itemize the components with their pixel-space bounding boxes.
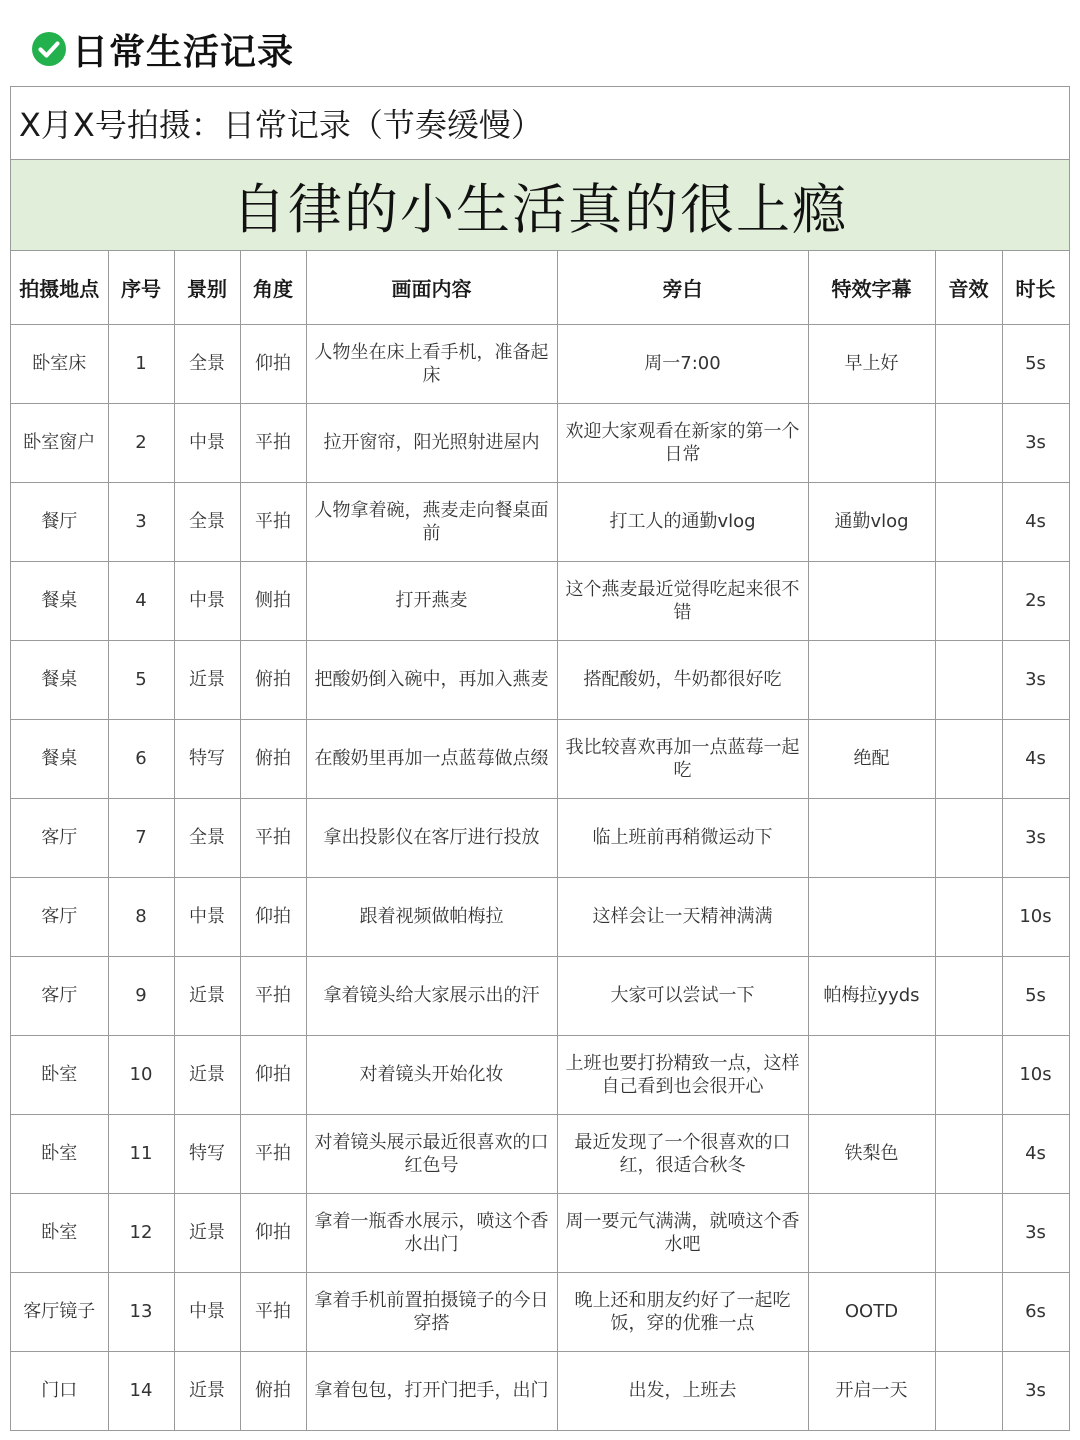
cell-shot-size: 近景 [174,956,240,1035]
shoot-date-subtitle: X月X号拍摄：日常记录（节奏缓慢） [11,87,1070,160]
cell-scene-content: 拿出投影仪在客厅进行投放 [306,798,557,877]
cell-index: 2 [108,403,174,482]
cell-shot-size: 近景 [174,1193,240,1272]
cell-angle: 平拍 [240,1272,306,1351]
table-row [11,719,1069,798]
cell-scene-content: 跟着视频做帕梅拉 [306,877,557,956]
cell-effect-caption [808,403,935,482]
cell-angle: 平拍 [240,798,306,877]
cell-sound-effect [935,482,1002,561]
cell-angle: 平拍 [240,403,306,482]
cell-index: 13 [108,1272,174,1351]
table-row [11,1193,1069,1272]
cell-sound-effect [935,403,1002,482]
cell-sound-effect [935,719,1002,798]
table-row [11,403,1069,482]
cell-effect-caption [808,561,935,640]
cell-effect-caption: 帕梅拉yyds [808,956,935,1035]
cell-index: 9 [108,956,174,1035]
cell-duration: 6s [1002,1272,1069,1351]
cell-effect-caption [808,1193,935,1272]
cell-index: 14 [108,1351,174,1430]
table-row [11,877,1069,956]
cell-location: 卧室窗户 [11,403,108,482]
cell-location: 门口 [11,1351,108,1430]
cell-narration: 上班也要打扮精致一点，这样自己看到也会很开心 [557,1035,808,1114]
cell-narration: 周一要元气满满，就喷这个香水吧 [557,1193,808,1272]
cell-index: 11 [108,1114,174,1193]
table-row [11,1272,1069,1351]
cell-shot-size: 中景 [174,403,240,482]
cell-angle: 仰拍 [240,1193,306,1272]
shot-list-sheet [10,86,1070,1431]
cell-location: 餐桌 [11,719,108,798]
cell-location: 卧室 [11,1035,108,1114]
column-header-index: 序号 [108,251,174,324]
cell-scene-content: 拿着包包，打开门把手，出门 [306,1351,557,1430]
cell-duration: 5s [1002,324,1069,403]
cell-location: 卧室 [11,1114,108,1193]
cell-scene-content: 在酸奶里再加一点蓝莓做点缀 [306,719,557,798]
cell-shot-size: 特写 [174,1114,240,1193]
table-row [11,798,1069,877]
cell-narration: 这样会让一天精神满满 [557,877,808,956]
cell-sound-effect [935,956,1002,1035]
cell-location: 卧室床 [11,324,108,403]
column-header-narration: 旁白 [557,251,808,324]
column-header-scene-content: 画面内容 [306,251,557,324]
cell-index: 5 [108,640,174,719]
cell-sound-effect [935,1035,1002,1114]
cell-index: 10 [108,1035,174,1114]
cell-narration: 最近发现了一个很喜欢的口红，很适合秋冬 [557,1114,808,1193]
cell-duration: 5s [1002,956,1069,1035]
cell-effect-caption: 开启一天 [808,1351,935,1430]
page-title: 日常生活记录 [72,31,295,73]
table-body [11,324,1069,1430]
cell-effect-caption [808,798,935,877]
cell-index: 7 [108,798,174,877]
cell-shot-size: 中景 [174,1272,240,1351]
check-circle-icon [30,30,68,68]
cell-angle: 平拍 [240,482,306,561]
cell-effect-caption [808,877,935,956]
cell-narration: 临上班前再稍微运动下 [557,798,808,877]
cell-duration: 3s [1002,1193,1069,1272]
cell-duration: 4s [1002,1114,1069,1193]
cell-duration: 10s [1002,877,1069,956]
cell-sound-effect [935,798,1002,877]
cell-angle: 仰拍 [240,1035,306,1114]
cell-sound-effect [935,1114,1002,1193]
cell-sound-effect [935,1351,1002,1430]
cell-narration: 我比较喜欢再加一点蓝莓一起吃 [557,719,808,798]
cell-angle: 俯拍 [240,719,306,798]
cell-scene-content: 拿着手机前置拍摄镜子的今日穿搭 [306,1272,557,1351]
cell-location: 餐桌 [11,561,108,640]
cell-effect-caption: OOTD [808,1272,935,1351]
cell-index: 3 [108,482,174,561]
cell-duration: 3s [1002,1351,1069,1430]
cell-shot-size: 全景 [174,482,240,561]
cell-shot-size: 近景 [174,1351,240,1430]
cell-narration: 这个燕麦最近觉得吃起来很不错 [557,561,808,640]
cell-index: 4 [108,561,174,640]
cell-scene-content: 人物坐在床上看手机，准备起床 [306,324,557,403]
cell-duration: 3s [1002,798,1069,877]
cell-angle: 俯拍 [240,640,306,719]
cell-scene-content: 拿着一瓶香水展示，喷这个香水出门 [306,1193,557,1272]
cell-angle: 平拍 [240,1114,306,1193]
cell-angle: 仰拍 [240,324,306,403]
table-row [11,1114,1069,1193]
cell-index: 12 [108,1193,174,1272]
cell-shot-size: 近景 [174,640,240,719]
cell-narration: 大家可以尝试一下 [557,956,808,1035]
cell-shot-size: 特写 [174,719,240,798]
cell-angle: 仰拍 [240,877,306,956]
cell-location: 客厅 [11,956,108,1035]
cell-shot-size: 全景 [174,324,240,403]
cell-index: 8 [108,877,174,956]
cell-location: 客厅 [11,798,108,877]
table-row [11,640,1069,719]
table-row [11,1351,1069,1430]
table-row [11,1035,1069,1114]
column-header-location: 拍摄地点 [11,251,108,324]
column-header-duration: 时长 [1002,251,1069,324]
cell-location: 餐桌 [11,640,108,719]
table-row [11,956,1069,1035]
column-header-sound-effect: 音效 [935,251,1002,324]
cell-sound-effect [935,877,1002,956]
column-header-effect-caption: 特效字幕 [808,251,935,324]
cell-shot-size: 近景 [174,1035,240,1114]
table-row [11,324,1069,403]
column-header-angle: 角度 [240,251,306,324]
cell-shot-size: 全景 [174,798,240,877]
cell-duration: 10s [1002,1035,1069,1114]
cell-narration: 欢迎大家观看在新家的第一个日常 [557,403,808,482]
cell-duration: 3s [1002,403,1069,482]
cell-location: 卧室 [11,1193,108,1272]
cell-angle: 侧拍 [240,561,306,640]
table-row [11,561,1069,640]
cell-effect-caption [808,640,935,719]
cell-narration: 搭配酸奶，牛奶都很好吃 [557,640,808,719]
cell-location: 客厅镜子 [11,1272,108,1351]
cell-location: 餐厅 [11,482,108,561]
cell-effect-caption: 早上好 [808,324,935,403]
cell-duration: 2s [1002,561,1069,640]
cell-narration: 打工人的通勤vlog [557,482,808,561]
cell-scene-content: 拉开窗帘，阳光照射进屋内 [306,403,557,482]
cell-narration: 晚上还和朋友约好了一起吃饭，穿的优雅一点 [557,1272,808,1351]
cell-effect-caption [808,1035,935,1114]
cell-scene-content: 对着镜头展示最近很喜欢的口红色号 [306,1114,557,1193]
cell-narration: 周一7:00 [557,324,808,403]
cell-sound-effect [935,1272,1002,1351]
cell-effect-caption: 铁梨色 [808,1114,935,1193]
cell-index: 6 [108,719,174,798]
cell-sound-effect [935,324,1002,403]
cell-scene-content: 打开燕麦 [306,561,557,640]
cell-angle: 俯拍 [240,1351,306,1430]
cell-sound-effect [935,561,1002,640]
table-row [11,482,1069,561]
cell-effect-caption: 绝配 [808,719,935,798]
column-header-shot-size: 景别 [174,251,240,324]
banner-title: 自律的小生活真的很上瘾 [11,160,1070,251]
cell-angle: 平拍 [240,956,306,1035]
cell-index: 1 [108,324,174,403]
cell-duration: 3s [1002,640,1069,719]
cell-shot-size: 中景 [174,561,240,640]
cell-narration: 出发，上班去 [557,1351,808,1430]
shot-list-table [11,251,1070,1431]
cell-sound-effect [935,1193,1002,1272]
cell-scene-content: 对着镜头开始化妆 [306,1035,557,1114]
cell-effect-caption: 通勤vlog [808,482,935,561]
cell-scene-content: 人物拿着碗，燕麦走向餐桌面前 [306,482,557,561]
cell-shot-size: 中景 [174,877,240,956]
cell-sound-effect [935,640,1002,719]
cell-scene-content: 拿着镜头给大家展示出的汗 [306,956,557,1035]
page-header [30,26,294,72]
cell-location: 客厅 [11,877,108,956]
cell-duration: 4s [1002,482,1069,561]
table-header-row [11,251,1069,324]
cell-scene-content: 把酸奶倒入碗中，再加入燕麦 [306,640,557,719]
cell-duration: 4s [1002,719,1069,798]
